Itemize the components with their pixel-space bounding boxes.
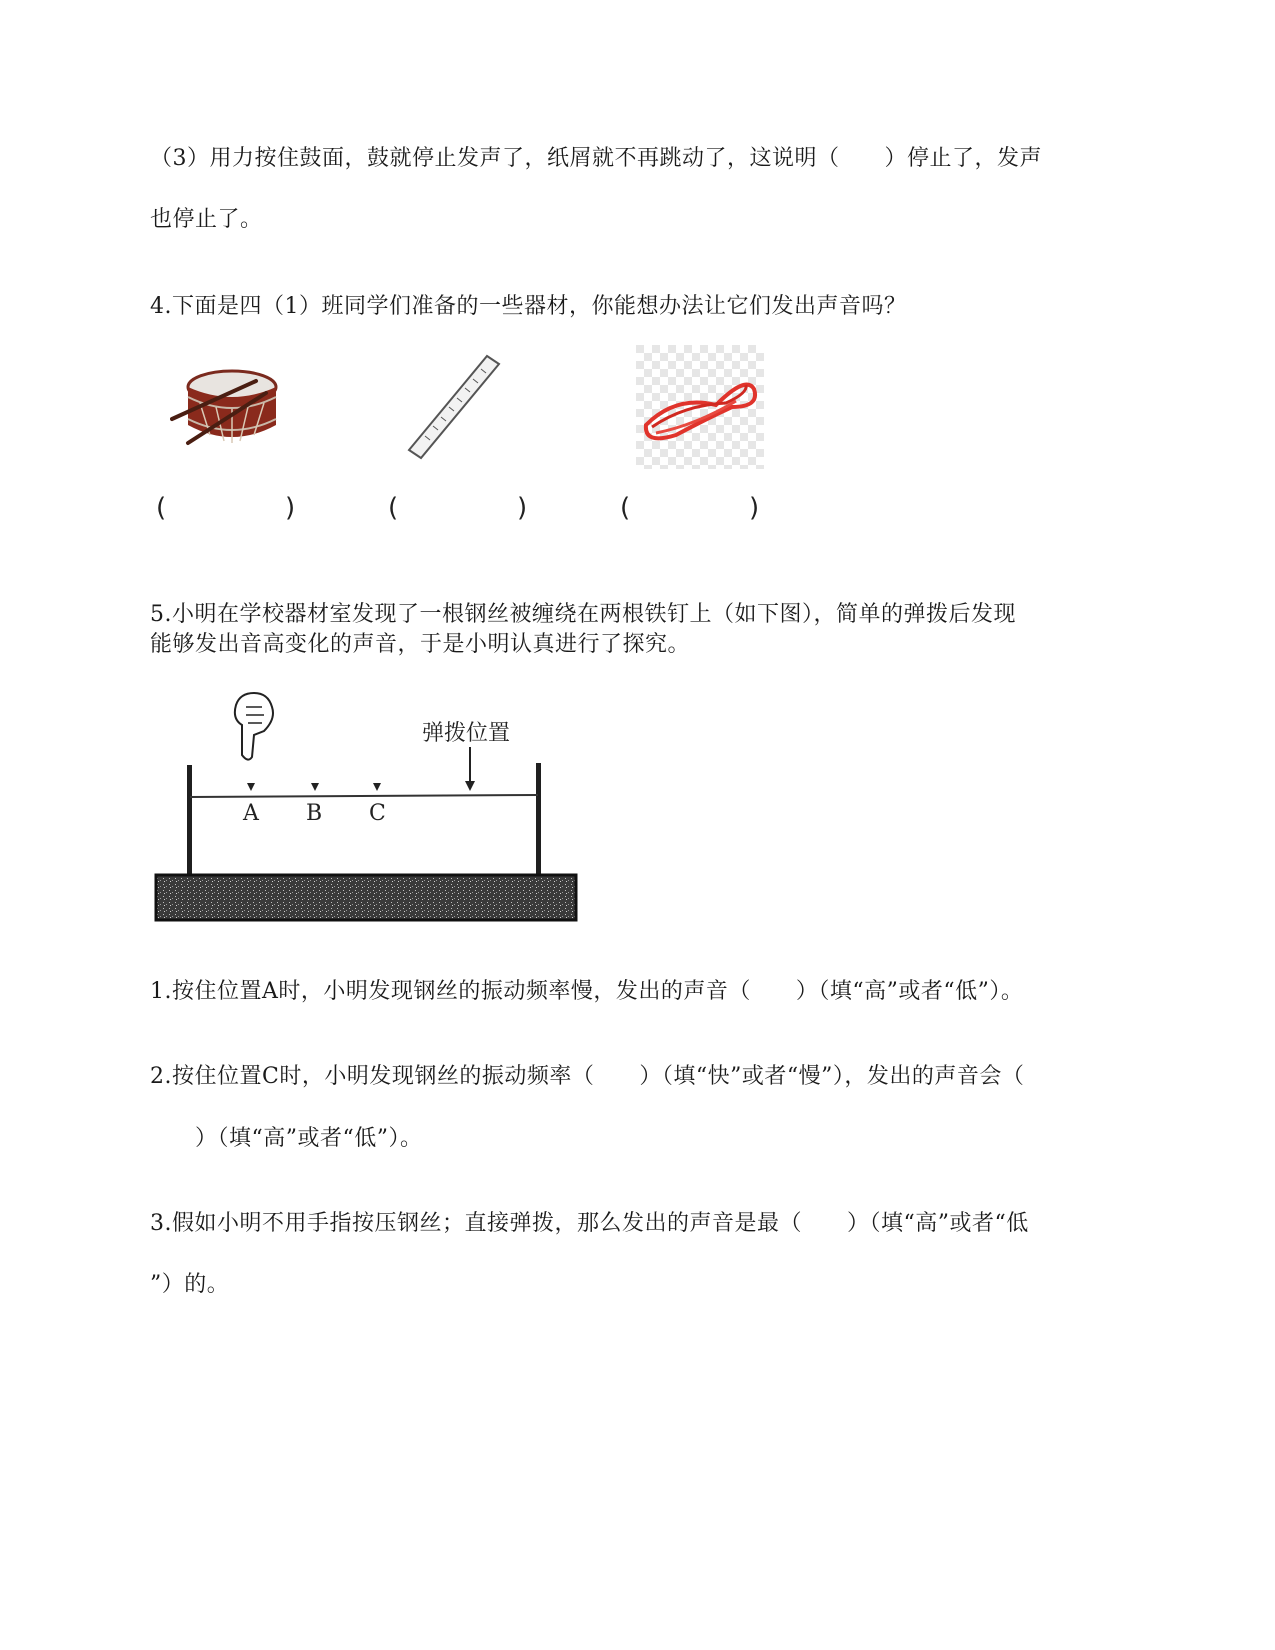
q5-sub2-line1: 2.按住位置C时，小明发现钢丝的振动频率（ ）（填“快”或者“慢”），发出的声音会（	[150, 1064, 1025, 1089]
q5-sub2-line2: ）（填“高”或者“低”）。	[150, 1126, 423, 1151]
wooden-base	[156, 875, 576, 920]
q5-line1: 5.小明在学校器材室发现了一根钢丝被缠绕在两根铁钉上（如下图），简单的弹拨后发现	[150, 602, 1016, 627]
q5-sub1: 1.按住位置A时，小明发现钢丝的振动频率慢，发出的声音（ ）（填“高”或者“低”）。	[150, 979, 1024, 1004]
pluck-position-label: 弹拨位置	[422, 721, 511, 746]
answer-open-paren: (	[156, 493, 167, 523]
marker-b-icon	[311, 783, 319, 791]
drum-icon	[170, 345, 290, 455]
answer-close-paren: )	[749, 493, 760, 523]
q5-sub3-line1: 3.假如小明不用手指按压钢丝；直接弹拨，那么发出的声音是最（ ）（填“高”或者“低	[150, 1211, 1029, 1236]
answer-open-paren: (	[620, 493, 631, 523]
hand-pointer-icon	[235, 693, 273, 760]
point-a-label: A	[243, 801, 259, 826]
marker-a-icon	[247, 783, 255, 791]
q5-line2: 能够发出音高变化的声音，于是小明认真进行了探究。	[150, 632, 691, 657]
ruler-icon	[405, 350, 505, 462]
rubber-band-icon	[636, 345, 764, 469]
wire-figure	[150, 685, 590, 925]
right-nail	[536, 763, 541, 875]
q3-part3-line2: 也停止了。	[150, 207, 263, 232]
point-c-label: C	[369, 801, 386, 826]
answer-close-paren: )	[517, 493, 528, 523]
left-nail	[187, 765, 192, 875]
q4-prompt: 4.下面是四（1）班同学们准备的一些器材，你能想办法让它们发出声音吗？	[150, 294, 907, 319]
answer-close-paren: )	[285, 493, 296, 523]
steel-wire	[190, 795, 538, 797]
answer-open-paren: (	[388, 493, 399, 523]
q3-part3-line1: （3）用力按住鼓面，鼓就停止发声了，纸屑就不再跳动了，这说明（ ）停止了，发声	[150, 146, 1043, 171]
point-b-label: B	[306, 801, 323, 826]
marker-c-icon	[373, 783, 381, 791]
q5-sub3-line2: ”）的。	[150, 1272, 230, 1297]
